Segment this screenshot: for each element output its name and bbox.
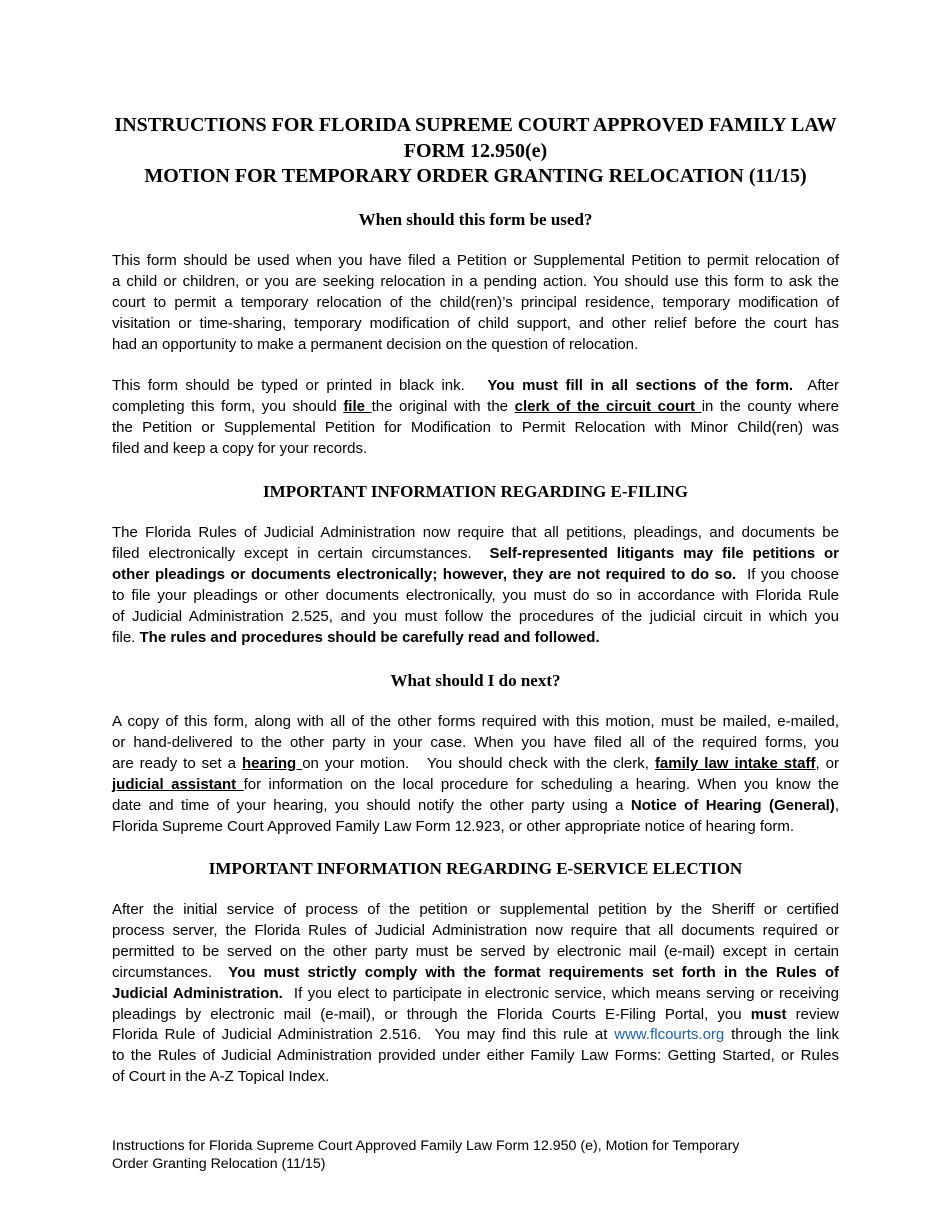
text-line	[112, 963, 839, 984]
text-span: This form should be typed or printed in black ink.	[112, 377, 488, 394]
text-line	[112, 376, 839, 397]
heading-eservice: IMPORTANT INFORMATION REGARDING E-SERVICE ELECTION	[208, 859, 743, 878]
page-footer	[112, 1137, 839, 1173]
bold-text: You must strictly comply with the format requirements set forth in the Rules of	[228, 963, 839, 981]
text-line: After the initial service of process of the petition or supplemental petition by the Sheriff or certified	[112, 901, 839, 918]
text-span: completing this form, you should	[112, 397, 344, 415]
text-line: of Court in the A-Z Topical Index.	[112, 1068, 330, 1086]
text-span: Florida Rule of Judicial Administration 2.516. You may find this rule at	[112, 1026, 615, 1044]
title-line-1: INSTRUCTIONS FOR FLORIDA SUPREME COURT APPROVED FAMILY LAW	[114, 114, 837, 136]
text-line	[112, 796, 839, 817]
text-span: through the link	[724, 1026, 839, 1044]
text-line	[112, 775, 839, 796]
text-line	[112, 1005, 839, 1026]
document-page	[112, 0, 839, 1230]
text-span: filed electronically except in certain circumstances.	[112, 544, 490, 562]
text-line: to file your pleadings or other documents electronically, you must do so in accordance with Florida Rule	[112, 586, 839, 604]
text-line: A copy of this form, along with all of the other forms required with this motion, must be mailed, e-mailed,	[112, 713, 839, 730]
text-span: in the county where	[701, 397, 839, 415]
text-span: review	[786, 1005, 839, 1023]
heading-when-used: When should this form be used?	[358, 210, 593, 229]
text-line: court to permit a temporary relocation of the child(ren)’s principal residence, temporary modification of	[112, 293, 839, 311]
bold-text: Notice of Hearing (General)	[630, 796, 835, 814]
text-span: If you elect to participate in electronic service, which means serving or receiving	[282, 984, 839, 1002]
footer-line-1: Instructions for Florida Supreme Court Approved Family Law Form 12.950 (e), Motion for Temporary	[112, 1138, 740, 1154]
hearing-term: hearing	[242, 754, 303, 772]
text-span: the original with the	[371, 397, 515, 415]
text-span: circumstances.	[112, 963, 229, 981]
bold-text: You must fill in all sections of the form.	[487, 377, 794, 394]
bold-text: Self-represented litigants may file petitions or	[489, 544, 840, 562]
text-span: If you choose	[736, 565, 839, 583]
text-line: or hand-delivered to the other party in your case. When you have filed all of the required forms, you	[112, 733, 839, 751]
text-line: had an opportunity to make a permanent decision on the question of relocation.	[112, 335, 639, 353]
text-line	[112, 544, 839, 565]
paragraph-eservice	[112, 900, 839, 1088]
text-line: of Judicial Administration 2.525, and you must follow the procedures of the judicial circuit in which you	[112, 607, 839, 625]
clerk-term: clerk of the circuit court	[514, 397, 702, 415]
bold-text: other pleadings or documents electronically; however, they are not required to do so.	[112, 565, 737, 583]
text-line	[112, 754, 839, 775]
paragraph-efiling	[112, 523, 839, 648]
text-line	[112, 397, 839, 418]
title-line-3: MOTION FOR TEMPORARY ORDER GRANTING RELOCATION (11/15)	[144, 165, 807, 187]
text-span: file.	[112, 628, 140, 646]
text-span: ,	[834, 796, 839, 814]
text-span: , or	[815, 754, 839, 772]
bold-text: The rules and procedures should be carefully read and followed.	[139, 628, 600, 646]
text-line: Florida Supreme Court Approved Family Law Form 12.923, or other appropriate notice of hearing form.	[112, 817, 795, 835]
heading-what-next: What should I do next?	[390, 671, 561, 690]
text-span: After	[793, 377, 839, 394]
text-line: process server, the Florida Rules of Judicial Administration now require that all documents required or	[112, 921, 839, 939]
text-line	[112, 565, 839, 586]
text-span: on your motion. You should check with the clerk,	[302, 754, 655, 772]
bold-text: must	[750, 1005, 787, 1023]
text-span: date and time of your hearing, you should notify the other party using a	[112, 796, 631, 814]
document-title	[102, 113, 849, 190]
title-line-2: FORM 12.950(e)	[403, 139, 548, 162]
judicial-assistant-term: judicial assistant	[112, 775, 244, 793]
text-span: pleadings by electronic mail (e-mail), or through the Florida Courts E-Filing Portal, you	[112, 1005, 751, 1023]
text-line: to the Rules of Judicial Administration provided under either Family Law Forms: Getting Started, or Rules	[112, 1047, 839, 1065]
text-line	[112, 628, 839, 649]
paragraph-when-used-1	[112, 251, 839, 356]
text-line	[112, 984, 839, 1005]
text-line: a child or children, or you are seeking relocation in a pending action. You should use this form to ask the	[112, 272, 839, 290]
text-span: are ready to set a	[112, 754, 243, 772]
footer-line-2: Order Granting Relocation (11/15)	[112, 1156, 326, 1172]
text-line	[112, 1025, 839, 1046]
text-span: for information on the local procedure for scheduling a hearing. When you know the	[243, 775, 840, 793]
flcourts-link[interactable]: www.flcourts.org	[614, 1026, 725, 1044]
paragraph-what-next	[112, 712, 839, 837]
heading-efiling: IMPORTANT INFORMATION REGARDING E-FILING	[263, 482, 688, 501]
text-line: The Florida Rules of Judicial Administration now require that all petitions, pleadings, and documents be	[112, 524, 839, 541]
bold-text: Judicial Administration.	[112, 984, 283, 1002]
text-line: This form should be used when you have filed a Petition or Supplemental Petition to permit relocation of	[112, 252, 839, 269]
text-line: the Petition or Supplemental Petition for Modification to Permit Relocation with Minor Child(ren) was	[112, 418, 839, 436]
text-line: filed and keep a copy for your records.	[112, 439, 368, 457]
intake-staff-term: family law intake staff	[654, 754, 816, 772]
text-line: visitation or time-sharing, temporary modification of child support, and other relief before the court has	[112, 314, 839, 332]
file-term: file	[343, 397, 372, 415]
paragraph-when-used-2	[112, 376, 839, 460]
text-line: permitted to be served on the other party must be served by electronic mail (e-mail) except in certain	[112, 942, 839, 960]
